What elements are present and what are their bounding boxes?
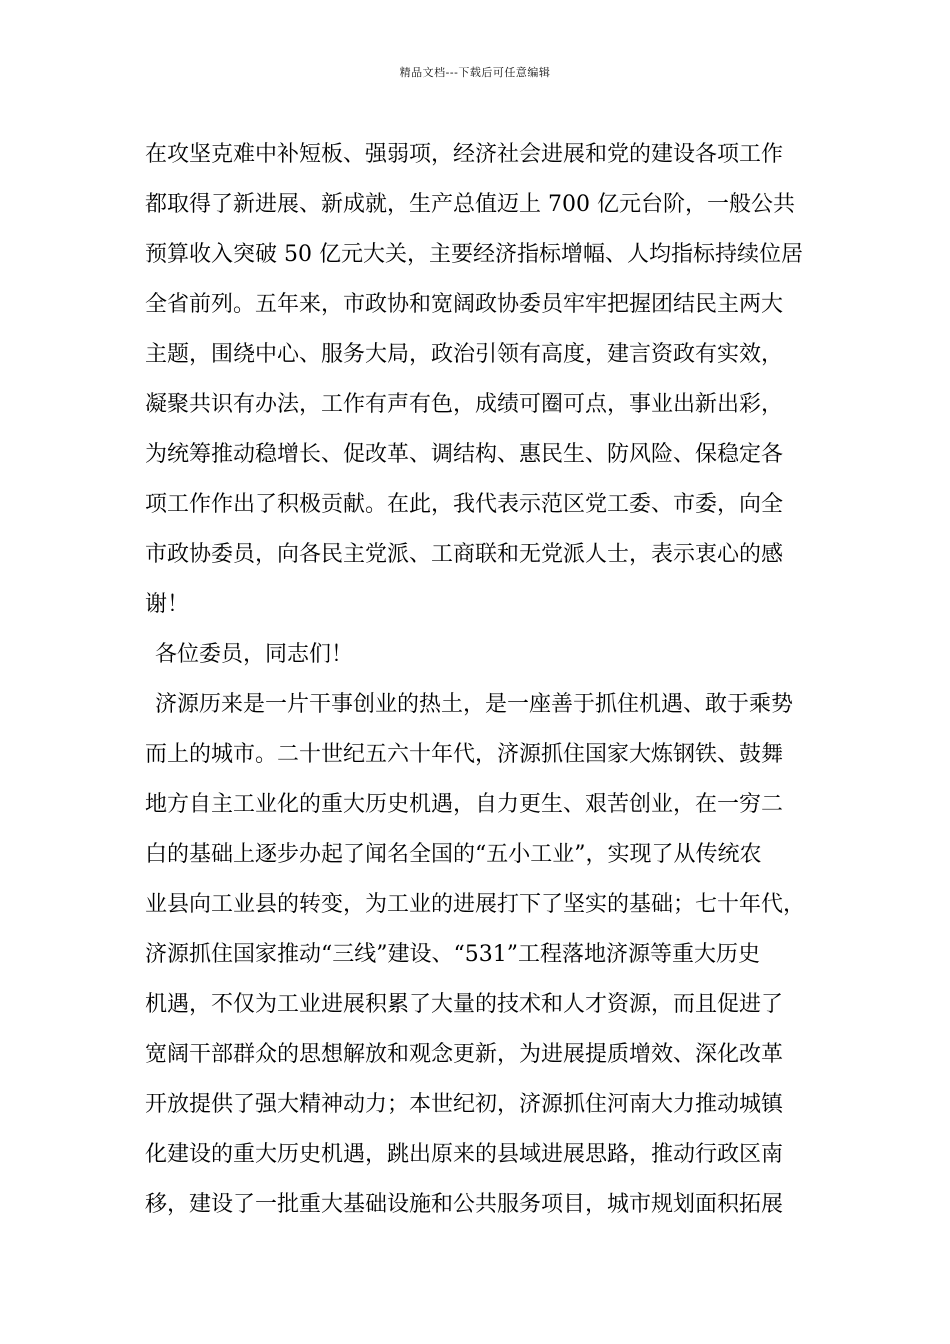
- paragraph-3-line-6: 济源抓住国家推动“三线”建设、“531”工程落地济源等重大历史: [145, 942, 760, 967]
- paragraph-3-line-3: 地方自主工业化的重大历史机遇，自力更生、艰苦创业，在一穷二: [145, 792, 784, 817]
- paragraph-3-line-11: 移，建设了一批重大基础设施和公共服务项目，城市规划面积拓展: [145, 1192, 784, 1217]
- document-body: [145, 130, 825, 1230]
- paragraph-1-line-9: 市政协委员，向各民主党派、工商联和无党派人士，表示衷心的感: [145, 542, 784, 567]
- paragraph-3-line-9: 开放提供了强大精神动力；本世纪初，济源抓住河南大力推动城镇: [145, 1092, 784, 1117]
- paragraph-1-line-1: 在攻坚克难中补短板、强弱项，经济社会进展和党的建设各项工作: [145, 142, 784, 167]
- paragraph-3-line-7: 机遇，不仅为工业进展积累了大量的技术和人才资源，而且促进了: [145, 992, 784, 1017]
- paragraph-2-line-1: 各位委员，同志们！: [155, 642, 354, 667]
- paragraph-1-line-8: 项工作作出了积极贡献。在此，我代表示范区党工委、市委，向全: [145, 492, 784, 517]
- paragraph-3-line-8: 宽阔干部群众的思想解放和观念更新，为进展提质增效、深化改革: [145, 1042, 784, 1067]
- paragraph-1-line-3: 预算收入突破 50 亿元大关，主要经济指标增幅、人均指标持续位居: [145, 242, 803, 267]
- paragraph-3-line-1: 济源历来是一片干事创业的热土，是一座善于抓住机遇、敢于乘势: [155, 692, 794, 717]
- paragraph-3-line-2: 而上的城市。二十世纪五六十年代，济源抓住国家大炼钢铁、鼓舞: [145, 742, 784, 767]
- paragraph-3-line-5: 业县向工业县的转变，为工业的进展打下了坚实的基础；七十年代，: [145, 892, 806, 917]
- paragraph-3-line-4: 白的基础上逐步办起了闻名全国的“五小工业”，实现了从传统农: [145, 842, 762, 867]
- paragraph-1-line-2: 都取得了新进展、新成就，生产总值迈上 700 亿元台阶，一般公共: [145, 192, 795, 217]
- paragraph-1-line-4: 全省前列。五年来，市政协和宽阔政协委员牢牢把握团结民主两大: [145, 292, 784, 317]
- paragraph-1-line-10: 谢！: [145, 592, 190, 617]
- page-header: 精品文档---下载后可任意编辑: [399, 66, 551, 79]
- paragraph-3-line-10: 化建设的重大历史机遇，跳出原来的县域进展思路，推动行政区南: [145, 1142, 784, 1167]
- paragraph-1-line-5: 主题，围绕中心、服务大局，政治引领有高度，建言资政有实效，: [145, 342, 784, 367]
- paragraph-1-line-6: 凝聚共识有办法，工作有声有色，成绩可圈可点，事业出新出彩，: [145, 392, 784, 417]
- paragraph-1-line-7: 为统筹推动稳增长、促改革、调结构、惠民生、防风险、保稳定各: [145, 442, 784, 467]
